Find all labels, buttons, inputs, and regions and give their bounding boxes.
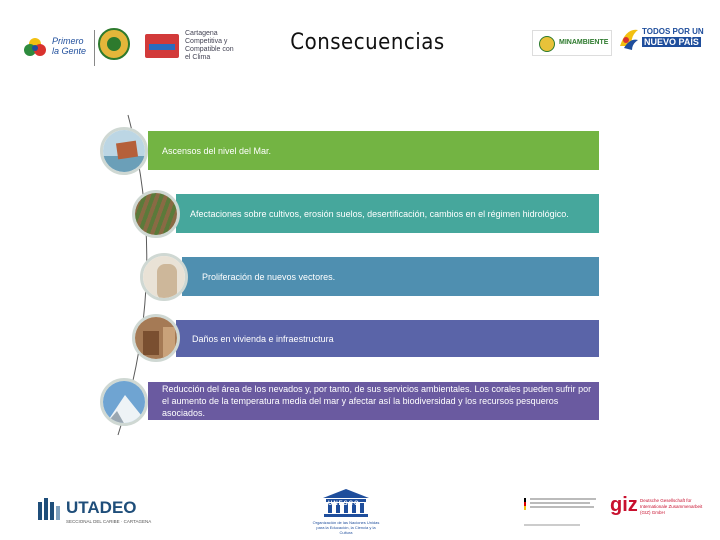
consequence-bar-1 [148,131,599,170]
consequence-text: Reducción del área de los nevados y, por tanto, de sus servicios ambientales. Los corales pueden sufrir por el aumento de la temperatura media del mar y afectar así la biodiversidad y los recursos pesqueros asociados. [162,384,592,418]
dove-icon [618,26,640,52]
page-title: Consecuencias [290,30,445,55]
flower-icon [22,34,48,60]
unesco-logo [312,488,380,534]
crops-photo [132,190,180,238]
primero-la-gente-logo [22,28,92,68]
utadeo-subtitle: SECCIONAL DEL CARIBE · CARTAGENA [66,519,152,524]
consequence-text: Proliferación de nuevos vectores. [202,271,336,282]
consequence-bar-3 [182,257,599,296]
giz-logo [610,494,710,524]
giz-subtitle: Deutsche Gesellschaft für Internationale Zusammenarbeit (GIZ) GmbH [640,498,703,515]
consequence-bar-4 [176,320,599,357]
utadeo-logo [38,496,152,530]
minambiente-text: MINAMBIENTE [559,39,609,46]
todos-por-un-nuevo-pais-logo [618,24,708,58]
primero-la-gente-text: Primero la Gente [52,36,87,56]
utadeo-mark-icon [38,498,62,520]
consequence-text: Afectaciones sobre cultivos, erosión suelos, desertificación, cambios en el régimen hidrológico. [190,208,569,219]
nuevo-pais-text: NUEVO PAÍS [644,37,699,47]
vectors-photo [140,253,188,301]
mountain-icon [103,381,148,426]
consequence-bar-2 [176,194,599,233]
unesco-subtitle: Organización de las Naciones Unidas para la Educación, la Ciencia y la Cultura [312,520,380,535]
colombia-shield-icon [539,36,555,52]
cartagena-text: Cartagena Competitiva y Compatible con el Clima [185,30,234,61]
consequence-text: Daños en vivienda e infraestructura [192,333,334,344]
minambiente-logo [532,30,612,56]
sea-level-photo [100,127,148,175]
todos-por-un-text: TODOS POR UN [642,27,704,36]
divider [94,30,95,66]
consequence-bar-5 [148,382,599,420]
german-ministry-logo [520,490,600,530]
snowy-mountain-photo [100,378,148,426]
cartagena-logo [145,30,240,62]
consequence-text: Ascensos del nivel del Mar. [162,145,272,156]
giz-text: giz [610,494,638,516]
unesco-text: UNESCO [328,501,360,507]
cartagena-badge-icon [145,34,179,58]
housing-photo [132,314,180,362]
cartagena-seal-icon [98,28,130,60]
utadeo-text: UTADEO [66,498,137,517]
